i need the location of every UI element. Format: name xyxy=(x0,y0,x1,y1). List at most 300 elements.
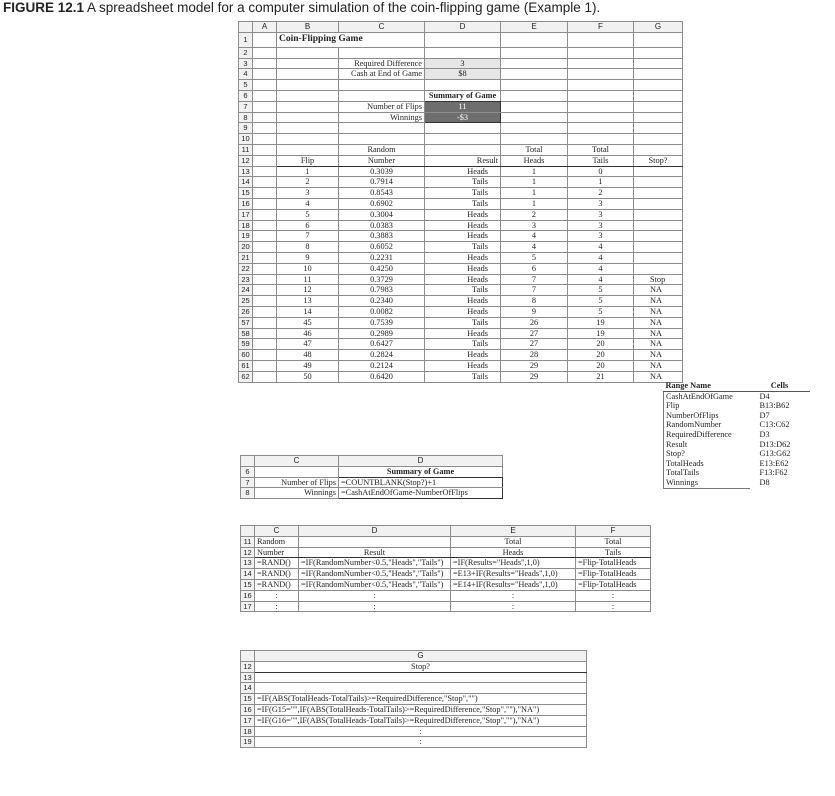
random-number-cell: 0.2824 xyxy=(339,350,425,361)
total-heads-cell: 1 xyxy=(501,188,568,199)
range-cells: D8 xyxy=(759,478,770,488)
cell xyxy=(425,32,501,47)
row-number: 11 xyxy=(239,144,253,155)
result-cell: Heads xyxy=(425,328,501,339)
row-number: 61 xyxy=(239,360,253,371)
total-tails-cell: 20 xyxy=(568,350,634,361)
total-tails-cell: 1 xyxy=(568,177,634,188)
row-number: 2 xyxy=(239,47,253,58)
stop-cell: NA xyxy=(634,350,683,361)
total-heads-cell: 1 xyxy=(501,198,568,209)
row-9 xyxy=(239,123,683,134)
result-cell: Tails xyxy=(425,317,501,328)
t3-row xyxy=(241,601,651,612)
range-header-row xyxy=(664,381,810,391)
range-cells: D4 xyxy=(759,391,770,401)
flip-cell: 14 xyxy=(277,306,339,317)
t2-flips-formula: =COUNTBLANK(Stop?)+1 xyxy=(339,477,503,488)
total-heads-cell: 1 xyxy=(501,166,568,177)
cell xyxy=(253,166,277,177)
header-stop: Stop? xyxy=(634,155,683,166)
total-heads-cell: 2 xyxy=(501,209,568,220)
result-cell: Heads xyxy=(425,360,501,371)
result-cell: Tails xyxy=(425,339,501,350)
flip-cell: 10 xyxy=(277,263,339,274)
row-number: 4 xyxy=(239,69,253,80)
cell xyxy=(253,242,277,253)
random-number-cell: 0.3883 xyxy=(339,231,425,242)
random-number-cell: 0.7983 xyxy=(339,285,425,296)
range-cells: D7 xyxy=(759,410,770,420)
row-10 xyxy=(239,134,683,145)
total-tails-cell: 3 xyxy=(568,231,634,242)
t2-winnings-label: Winnings xyxy=(255,488,339,499)
total-heads-cell: 4 xyxy=(501,242,568,253)
range-cells: B13:B62 xyxy=(759,401,790,411)
row-1 xyxy=(239,32,683,47)
range-row xyxy=(664,420,810,430)
random-number-cell: 0.7539 xyxy=(339,317,425,328)
stop-formula: : xyxy=(255,726,587,737)
data-row xyxy=(239,209,683,220)
t3-row xyxy=(241,590,651,601)
data-row xyxy=(239,198,683,209)
result-formula: =IF(RandomNumber<0.5,"Heads","Tails") xyxy=(299,569,451,580)
t3-col-c: C xyxy=(255,526,299,537)
row-number: 14 xyxy=(241,683,255,694)
t4-row xyxy=(241,661,587,672)
total-tails-cell: 2 xyxy=(568,188,634,199)
result-formula: : xyxy=(299,590,451,601)
stop-cell: NA xyxy=(634,296,683,307)
flip-cell: 12 xyxy=(277,285,339,296)
total-tails-cell: 20 xyxy=(568,360,634,371)
row-number: 7 xyxy=(241,477,255,488)
flip-cell: 1 xyxy=(277,166,339,177)
t2-winnings-formula: =CashAtEndOfGame-NumberOfFlips xyxy=(339,488,503,499)
flip-cell: 11 xyxy=(277,274,339,285)
random-number-cell: 0.2989 xyxy=(339,328,425,339)
stop-cell xyxy=(634,209,683,220)
total-heads-cell: 6 xyxy=(501,263,568,274)
flip-cell: 3 xyxy=(277,188,339,199)
total-heads-cell: 29 xyxy=(501,371,568,382)
range-name: NumberOfFlips xyxy=(664,411,750,421)
total-tails-cell: 19 xyxy=(568,328,634,339)
total-tails-formula: Total xyxy=(576,536,651,547)
row-number: 14 xyxy=(241,569,255,580)
cell xyxy=(253,328,277,339)
t2-row-7 xyxy=(241,477,503,488)
cell xyxy=(501,32,568,47)
col-header-e: E xyxy=(501,22,568,33)
data-row xyxy=(239,166,683,177)
random-number-cell: 0.3729 xyxy=(339,274,425,285)
row-number: 17 xyxy=(239,209,253,220)
row-number: 57 xyxy=(239,317,253,328)
range-cells: D13:D62 xyxy=(759,439,791,449)
range-cells: D3 xyxy=(759,430,770,440)
total-heads-cell: 8 xyxy=(501,296,568,307)
stop-cell xyxy=(634,177,683,188)
range-name: RandomNumber xyxy=(664,420,750,430)
col-header-c: C xyxy=(339,22,425,33)
stop-cell xyxy=(634,166,683,177)
total-heads-cell: 1 xyxy=(501,177,568,188)
row-number: 62 xyxy=(239,371,253,382)
cell xyxy=(253,263,277,274)
cell xyxy=(253,317,277,328)
t2-summary-title: Summary of Game xyxy=(339,466,503,477)
t3-row xyxy=(241,536,651,547)
figure-label: FIGURE 12.1 xyxy=(3,0,85,15)
row-number: 60 xyxy=(239,350,253,361)
total-heads-formula: : xyxy=(451,601,576,612)
g-formulas-table xyxy=(240,650,587,748)
range-name: Flip xyxy=(664,401,750,411)
random-number-cell: 0.2124 xyxy=(339,360,425,371)
row-number: 18 xyxy=(239,220,253,231)
stop-cell xyxy=(634,263,683,274)
result-cell: Tails xyxy=(425,198,501,209)
data-row xyxy=(239,285,683,296)
total-tails-cell: 4 xyxy=(568,252,634,263)
random-number-formula: Number xyxy=(255,547,299,558)
stop-cell xyxy=(634,198,683,209)
header-total-tails-1: Total xyxy=(568,144,634,155)
stop-cell xyxy=(634,188,683,199)
stop-cell xyxy=(634,242,683,253)
random-number-cell: 0.7914 xyxy=(339,177,425,188)
row-number: 17 xyxy=(241,601,255,612)
result-cell: Tails xyxy=(425,242,501,253)
total-tails-formula: =Flip-TotalHeads xyxy=(576,569,651,580)
total-tails-cell: 4 xyxy=(568,274,634,285)
stop-formula xyxy=(255,683,587,694)
range-row xyxy=(664,468,810,478)
random-number-cell: 0.0082 xyxy=(339,306,425,317)
total-heads-cell: 3 xyxy=(501,220,568,231)
t2-row-8 xyxy=(241,488,503,499)
winnings-label: Winnings xyxy=(339,112,425,123)
result-cell: Heads xyxy=(425,166,501,177)
row-8 xyxy=(239,112,683,123)
total-tails-cell: 5 xyxy=(568,285,634,296)
row-number: 26 xyxy=(239,306,253,317)
row-number: 1 xyxy=(239,32,253,47)
row-number: 24 xyxy=(239,285,253,296)
total-heads-cell: 26 xyxy=(501,317,568,328)
total-heads-formula: Heads xyxy=(451,547,576,558)
random-number-cell: 0.6902 xyxy=(339,198,425,209)
random-number-cell: 0.6052 xyxy=(339,242,425,253)
total-tails-cell: 20 xyxy=(568,339,634,350)
header-result: Result xyxy=(425,155,501,166)
row-number: 21 xyxy=(239,252,253,263)
cell xyxy=(253,252,277,263)
header-total-heads-2: Heads xyxy=(501,155,568,166)
summary-title: Summary of Game xyxy=(425,90,501,101)
total-tails-formula: =Flip-TotalHeads xyxy=(576,558,651,569)
col-header-b: B xyxy=(277,22,339,33)
flip-cell: 48 xyxy=(277,350,339,361)
random-number-cell: 0.2340 xyxy=(339,296,425,307)
t3-row xyxy=(241,558,651,569)
random-number-formula: =RAND() xyxy=(255,579,299,590)
col-header-d: D xyxy=(425,22,501,33)
data-row xyxy=(239,306,683,317)
flip-cell: 45 xyxy=(277,317,339,328)
total-tails-cell: 0 xyxy=(568,166,634,177)
total-heads-cell: 29 xyxy=(501,360,568,371)
cell xyxy=(253,296,277,307)
row-5 xyxy=(239,80,683,91)
cell xyxy=(634,32,683,47)
range-row xyxy=(664,459,810,469)
t3-col-d: D xyxy=(299,526,451,537)
range-header-cells: Cells xyxy=(750,381,810,391)
stop-formula: =IF(ABS(TotalHeads-TotalTails)>=RequiredDifference,"Stop","") xyxy=(255,694,587,705)
t2-flips-label: Number of Flips xyxy=(255,477,339,488)
row-number: 13 xyxy=(239,166,253,177)
stop-formula xyxy=(255,672,587,683)
range-name: TotalHeads xyxy=(664,459,750,469)
stop-cell: NA xyxy=(634,328,683,339)
t4-row xyxy=(241,737,587,748)
random-number-formula: =RAND() xyxy=(255,558,299,569)
data-row xyxy=(239,263,683,274)
result-formula: : xyxy=(299,601,451,612)
flip-cell: 13 xyxy=(277,296,339,307)
row-number: 25 xyxy=(239,296,253,307)
row-number: 10 xyxy=(239,134,253,145)
header-number: Number xyxy=(339,155,425,166)
row-number: 6 xyxy=(239,90,253,101)
range-name-table xyxy=(663,381,810,489)
range-cells: F13:F62 xyxy=(759,468,788,478)
t3-header-row xyxy=(241,526,651,537)
total-tails-formula: Tails xyxy=(576,547,651,558)
data-row xyxy=(239,360,683,371)
row-4 xyxy=(239,69,683,80)
result-formula: =IF(RandomNumber<0.5,"Heads","Tails") xyxy=(299,579,451,590)
cash-end-value: $8 xyxy=(425,69,501,80)
total-heads-formula: =IF(Results="Heads",1,0) xyxy=(451,558,576,569)
random-number-cell: 0.6420 xyxy=(339,371,425,382)
row-number: 23 xyxy=(239,274,253,285)
row-7 xyxy=(239,101,683,112)
total-tails-cell: 5 xyxy=(568,296,634,307)
result-formula: Result xyxy=(299,547,451,558)
total-tails-cell: 4 xyxy=(568,263,634,274)
col-header-g: G xyxy=(634,22,683,33)
row-number: 13 xyxy=(241,558,255,569)
range-row xyxy=(664,411,810,421)
summary-formulas-table xyxy=(240,455,503,499)
row-number: 12 xyxy=(241,661,255,672)
row-number: 8 xyxy=(241,488,255,499)
t4-col-g: G xyxy=(255,651,587,662)
range-name: Stop? xyxy=(664,449,750,459)
range-row xyxy=(664,478,810,488)
data-row xyxy=(239,371,683,382)
cell xyxy=(253,198,277,209)
row-number: 8 xyxy=(239,112,253,123)
row-number: 59 xyxy=(239,339,253,350)
sheet-title: Coin-Flipping Game xyxy=(277,32,425,47)
total-heads-formula: =E14+IF(Results="Heads",1,0) xyxy=(451,579,576,590)
cell xyxy=(253,306,277,317)
range-name: RequiredDifference xyxy=(664,430,750,440)
cell xyxy=(253,274,277,285)
t4-row xyxy=(241,715,587,726)
range-cells: E13:E62 xyxy=(759,458,789,468)
row-number: 16 xyxy=(239,198,253,209)
t4-row xyxy=(241,694,587,705)
cell xyxy=(253,177,277,188)
stop-cell: NA xyxy=(634,306,683,317)
total-heads-cell: 27 xyxy=(501,328,568,339)
random-number-cell: 0.3039 xyxy=(339,166,425,177)
flip-cell: 9 xyxy=(277,252,339,263)
total-tails-cell: 5 xyxy=(568,306,634,317)
range-row xyxy=(664,430,810,440)
row-number: 12 xyxy=(241,547,255,558)
t3-row xyxy=(241,547,651,558)
flip-cell: 46 xyxy=(277,328,339,339)
row-number: 5 xyxy=(239,80,253,91)
total-heads-cell: 9 xyxy=(501,306,568,317)
row-number: 13 xyxy=(241,672,255,683)
row-number: 16 xyxy=(241,590,255,601)
row-number: 58 xyxy=(239,328,253,339)
total-tails-cell: 19 xyxy=(568,317,634,328)
data-row xyxy=(239,339,683,350)
result-cell: Tails xyxy=(425,177,501,188)
range-name: Result xyxy=(664,440,750,450)
stop-formula: Stop? xyxy=(255,661,587,672)
required-difference-value: 3 xyxy=(425,58,501,69)
total-tails-cell: 3 xyxy=(568,220,634,231)
result-formula: =IF(RandomNumber<0.5,"Heads","Tails") xyxy=(299,558,451,569)
t2-header-row xyxy=(241,456,503,467)
figure-caption-text: A spreadsheet model for a computer simulation of the coin-flipping game (Example 1). xyxy=(84,0,601,15)
cell xyxy=(253,360,277,371)
range-name: Winnings xyxy=(664,478,750,488)
data-row xyxy=(239,242,683,253)
row-number: 19 xyxy=(241,737,255,748)
figure-caption xyxy=(3,0,600,15)
result-cell: Heads xyxy=(425,274,501,285)
total-heads-formula: =E13+IF(Results="Heads",1,0) xyxy=(451,569,576,580)
stop-formula: =IF(G15="",IF(ABS(TotalHeads-TotalTails)>=RequiredDifference,"Stop",""),"NA") xyxy=(255,704,587,715)
total-heads-cell: 7 xyxy=(501,285,568,296)
total-tails-cell: 21 xyxy=(568,371,634,382)
flips-label: Number of Flips xyxy=(339,101,425,112)
cell xyxy=(253,209,277,220)
total-tails-cell: 3 xyxy=(568,209,634,220)
row-number: 22 xyxy=(239,263,253,274)
data-row xyxy=(239,220,683,231)
corner-cell xyxy=(239,22,253,33)
cash-end-label: Cash at End of Game xyxy=(339,69,425,80)
corner-cell xyxy=(241,651,255,662)
total-heads-cell: 27 xyxy=(501,339,568,350)
random-number-formula: =RAND() xyxy=(255,569,299,580)
result-cell: Heads xyxy=(425,209,501,220)
t4-header-row xyxy=(241,651,587,662)
total-heads-formula: Total xyxy=(451,536,576,547)
required-difference-label: Required Difference xyxy=(339,58,425,69)
row-number: 7 xyxy=(239,101,253,112)
result-cell: Tails xyxy=(425,371,501,382)
result-cell: Tails xyxy=(425,188,501,199)
cell xyxy=(253,350,277,361)
row-number: 9 xyxy=(239,123,253,134)
flip-cell: 7 xyxy=(277,231,339,242)
header-flip: Flip xyxy=(277,155,339,166)
cell xyxy=(568,32,634,47)
total-heads-formula: : xyxy=(451,590,576,601)
cdef-formulas-table xyxy=(240,525,651,612)
col-header-f: F xyxy=(568,22,634,33)
flip-cell: 49 xyxy=(277,360,339,371)
header-random: Random xyxy=(339,144,425,155)
total-tails-cell: 3 xyxy=(568,198,634,209)
stop-cell: NA xyxy=(634,339,683,350)
stop-cell: NA xyxy=(634,317,683,328)
flip-cell: 47 xyxy=(277,339,339,350)
random-number-cell: 0.2231 xyxy=(339,252,425,263)
total-heads-cell: 5 xyxy=(501,252,568,263)
t2-row-6 xyxy=(241,466,503,477)
result-cell: Tails xyxy=(425,285,501,296)
range-header-name: Range Name xyxy=(664,381,750,391)
cell xyxy=(253,285,277,296)
t3-col-f: F xyxy=(576,526,651,537)
random-number-formula: : xyxy=(255,601,299,612)
row-number: 20 xyxy=(239,242,253,253)
stop-cell xyxy=(634,231,683,242)
stop-formula: : xyxy=(255,737,587,748)
data-row xyxy=(239,328,683,339)
col-header-a: A xyxy=(253,22,277,33)
row-number: 17 xyxy=(241,715,255,726)
total-tails-formula: =Flip-TotalHeads xyxy=(576,579,651,590)
range-row xyxy=(664,391,810,401)
stop-cell: NA xyxy=(634,360,683,371)
row-3 xyxy=(239,58,683,69)
row-number: 15 xyxy=(241,579,255,590)
data-row xyxy=(239,317,683,328)
row-number: 19 xyxy=(239,231,253,242)
random-number-cell: 0.6427 xyxy=(339,339,425,350)
cell xyxy=(253,339,277,350)
flip-cell: 2 xyxy=(277,177,339,188)
t3-row xyxy=(241,579,651,590)
row-11 xyxy=(239,144,683,155)
row-number: 15 xyxy=(241,694,255,705)
random-number-formula: : xyxy=(255,590,299,601)
row-number: 14 xyxy=(239,177,253,188)
data-row xyxy=(239,296,683,307)
data-row xyxy=(239,274,683,285)
t3-col-e: E xyxy=(451,526,576,537)
result-cell: Heads xyxy=(425,220,501,231)
t4-row xyxy=(241,672,587,683)
t2-col-d: D xyxy=(339,456,503,467)
result-cell: Heads xyxy=(425,306,501,317)
